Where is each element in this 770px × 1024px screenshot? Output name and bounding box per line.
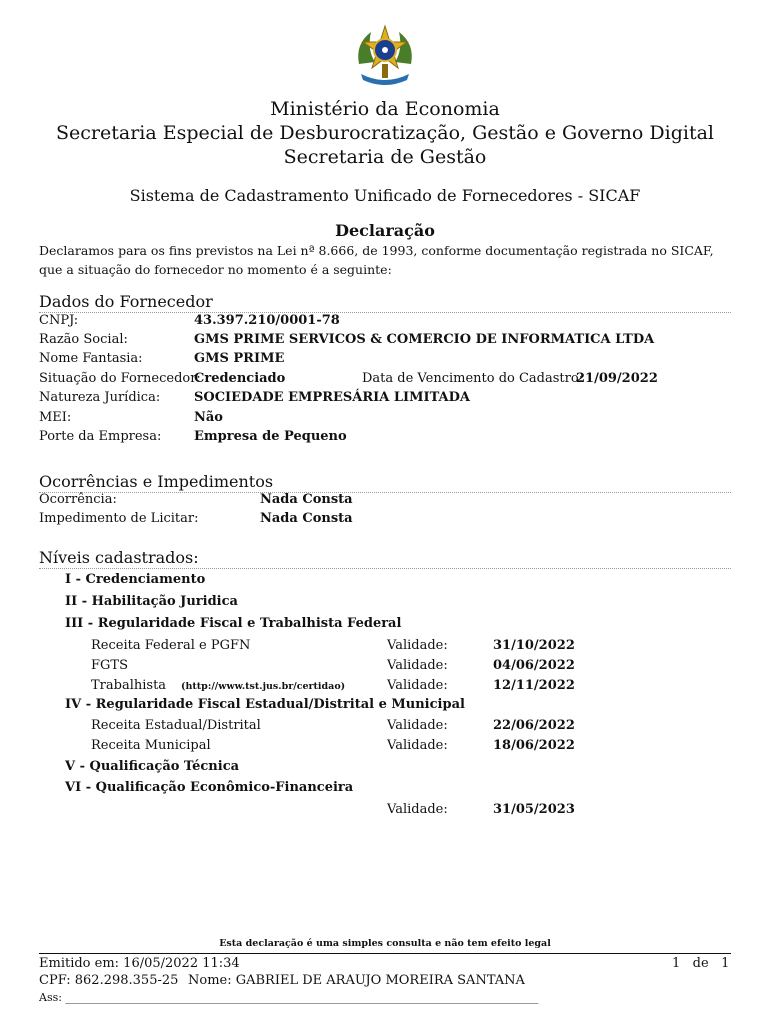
razao-value: GMS PRIME SERVICOS & COMERCIO DE INFORMATICA LTDA [194,332,655,347]
situacao-label: Situação do Fornecedor: [39,371,201,386]
footer-divider [39,953,731,954]
system-title: Sistema de Cadastramento Unificado de Fornecedores - SICAF [129,186,641,205]
mei-value: Não [194,410,223,425]
secretariat-title: Secretaria de Gestão [283,146,487,168]
declaration-title: Declaração [335,221,435,240]
level-3-item-name: Receita Federal e PGFN [91,638,251,653]
porte-label: Porte da Empresa: [39,429,162,444]
level-3-item-name: FGTS [91,658,128,673]
cnpj-label: CNPJ: [39,313,79,328]
level-5: V - Qualificação Técnica [65,759,240,774]
tst-certidao-link[interactable]: (http://www.tst.jus.br/certidao) [181,681,346,692]
level-4-item-name: Receita Estadual/Distrital [91,718,261,733]
level-3-item-validade-label: Validade: [387,678,448,693]
level-3-item-validade-label: Validade: [387,658,448,673]
situacao-value: Credenciado [194,371,286,386]
ocorrencia-value: Nada Consta [260,492,353,507]
page-number: 1 de 1 [672,956,730,971]
impedimento-label: Impedimento de Licitar: [39,511,199,526]
level-3-item-validade-label: Validade: [387,638,448,653]
level-4: IV - Regularidade Fiscal Estadual/Distrital e Municipal [65,697,465,712]
level-3-item-date: 31/10/2022 [493,638,575,653]
supplier-section-title: Dados do Fornecedor [39,293,731,313]
emission-timestamp: Emitido em: 16/05/2022 11:34 [39,956,240,971]
level-4-item-validade-label: Validade: [387,738,448,753]
level-1: I - Credenciamento [65,572,206,587]
level-6-validade-label: Validade: [387,802,448,817]
cnpj-value: 43.397.210/0001-78 [194,313,340,328]
fantasia-value: GMS PRIME [194,351,285,366]
ministry-title: Ministério da Economia [270,98,500,120]
cpf: CPF: 862.298.355-25 [39,973,179,988]
fantasia-label: Nome Fantasia: [39,351,143,366]
level-3-item-name: Trabalhista [91,678,167,693]
natureza-value: SOCIEDADE EMPRESÁRIA LIMITADA [194,390,470,405]
level-4-item-date: 18/06/2022 [493,738,575,753]
level-3-item-date: 12/11/2022 [493,678,575,693]
level-4-item-validade-label: Validade: [387,718,448,733]
razao-label: Razão Social: [39,332,128,347]
intro-paragraph: Declaramos para os fins previstos na Lei nª 8.666, de 1993, conforme documentação registrada no SICAF, que a situação do fornecedor no momento é a seguinte: [39,243,714,277]
level-3-item-date: 04/06/2022 [493,658,575,673]
level-4-item-date: 22/06/2022 [493,718,575,733]
vencimento-value: 21/09/2022 [576,371,658,386]
occurrences-section-title: Ocorrências e Impedimentos [39,473,731,493]
level-4-item-name: Receita Municipal [91,738,211,753]
levels-section-title: Níveis cadastrados: [39,549,731,569]
level-2: II - Habilitação Juridica [65,594,238,609]
signature-line: Ass: ______________________________________________________________________________________ [39,991,539,1004]
secretariat-special-title: Secretaria Especial de Desburocratização, Gestão e Governo Digital [56,122,714,144]
disclaimer: Esta declaração é uma simples consulta e não tem efeito legal [219,938,551,949]
signer-name: Nome: GABRIEL DE ARAUJO MOREIRA SANTANA [188,973,525,988]
level-6-date: 31/05/2023 [493,802,575,817]
level-6: VI - Qualificação Econômico-Financeira [65,780,354,795]
ocorrencia-label: Ocorrência: [39,492,117,507]
level-3: III - Regularidade Fiscal e Trabalhista Federal [65,616,402,631]
vencimento-label: Data de Vencimento do Cadastro: [362,371,584,386]
porte-value: Empresa de Pequeno [194,429,347,444]
mei-label: MEI: [39,410,72,425]
coat-of-arms-emblem [353,24,417,92]
impedimento-value: Nada Consta [260,511,353,526]
natureza-label: Natureza Jurídica: [39,390,161,405]
